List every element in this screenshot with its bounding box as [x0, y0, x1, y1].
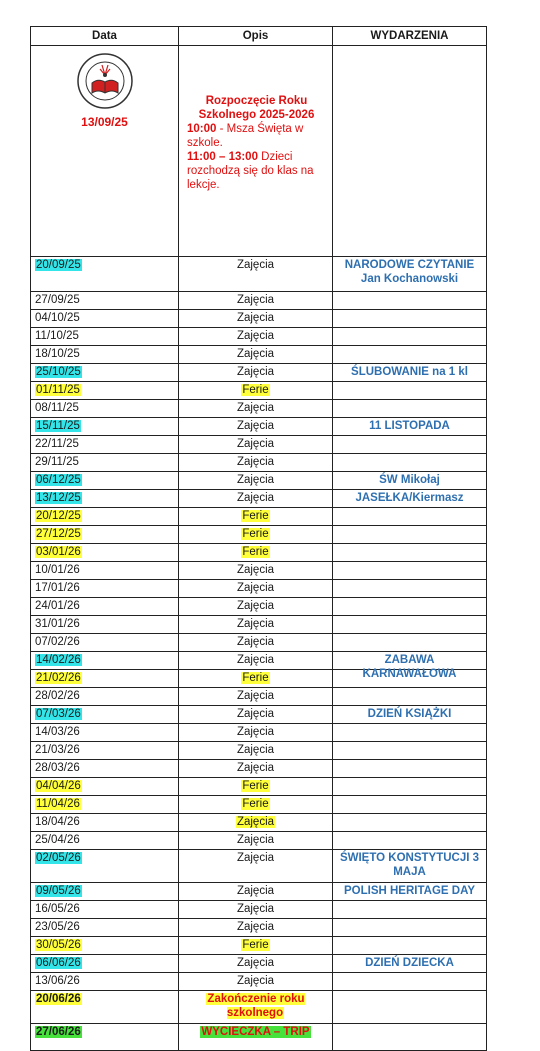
description-cell: [179, 688, 333, 705]
table-row: [31, 832, 487, 850]
description-cell: [179, 292, 333, 309]
date-text: 28/03/26: [35, 762, 80, 774]
date-cell: [31, 688, 179, 705]
date-text: 18/10/25: [35, 348, 80, 360]
date-cell: [31, 796, 179, 813]
date-cell: [31, 973, 179, 990]
description-text: Zajęcia: [236, 456, 275, 468]
table-row: [31, 883, 487, 901]
description-text: Zajęcia: [236, 975, 275, 987]
description-text: Zajęcia: [236, 744, 275, 756]
description-text: Zajęcia: [236, 330, 275, 342]
description-text: WYCIECZKA – TRIP: [201, 1026, 310, 1038]
table-row: [31, 454, 487, 472]
date-cell: [31, 310, 179, 327]
event-cell: [333, 832, 487, 849]
event-cell: [333, 616, 487, 633]
date-text: 22/11/25: [35, 438, 79, 450]
date-text: 21/03/26: [35, 744, 80, 756]
table-row: [31, 400, 487, 418]
date-cell: [31, 490, 179, 507]
date-cell: [31, 508, 179, 525]
date-text: 27/06/26: [36, 1026, 81, 1038]
date-cell: [31, 652, 179, 669]
event-cell: [333, 436, 487, 453]
description-cell: [179, 526, 333, 543]
description-cell: [179, 328, 333, 345]
date-text: 04/04/26: [36, 780, 81, 792]
event-cell: ŚWIĘTO KONSTYTUCJI 3 MAJA: [333, 850, 487, 882]
event-cell: [333, 724, 487, 741]
date-cell: [31, 382, 179, 399]
description-cell: [179, 883, 333, 900]
date-text: 18/04/26: [35, 816, 80, 828]
date-cell: [31, 257, 179, 291]
date-text: 03/01/26: [36, 546, 81, 558]
table-row: [31, 598, 487, 616]
date-text: 01/11/25: [36, 384, 80, 396]
description-cell: [179, 616, 333, 633]
description-text: Zajęcia: [236, 402, 275, 414]
table-row: [31, 472, 487, 490]
date-text: 07/03/26: [36, 708, 81, 720]
date-cell: [31, 364, 179, 381]
table-row: [31, 328, 487, 346]
event-cell: [333, 580, 487, 597]
date-cell: [31, 850, 179, 882]
description-text: Zajęcia: [236, 726, 275, 738]
opening-date-cell: [31, 46, 179, 256]
table-row: [31, 364, 487, 382]
description-text: Zajęcia: [236, 708, 275, 720]
event-cell: [333, 328, 487, 345]
table-row: [31, 973, 487, 991]
table-row: [31, 310, 487, 328]
event-cell: ŚLUBOWANIE na 1 kl: [333, 364, 487, 381]
event-cell: [333, 688, 487, 705]
description-text: Ferie: [242, 510, 269, 522]
description-text: Ferie: [242, 528, 269, 540]
event-cell: [333, 670, 487, 687]
date-text: 09/05/26: [36, 885, 81, 897]
description-cell: [179, 919, 333, 936]
event-cell: [333, 814, 487, 831]
date-cell: [31, 562, 179, 579]
date-text: 15/11/25: [36, 420, 80, 432]
description-text: Zajęcia: [236, 762, 275, 774]
date-text: 25/10/25: [36, 366, 81, 378]
description-cell: [179, 454, 333, 471]
description-text: Zajęcia: [236, 618, 275, 630]
description-text: Ferie: [242, 384, 269, 396]
date-cell: [31, 418, 179, 435]
date-cell: [31, 436, 179, 453]
event-cell: [333, 901, 487, 918]
event-cell: [333, 346, 487, 363]
opening-text-2: Dzieci rozchodzą się do klas na lekcje.: [187, 151, 314, 191]
event-cell: [333, 778, 487, 795]
date-text: 11/04/26: [36, 798, 80, 810]
date-text: 21/02/26: [36, 672, 81, 684]
description-cell: [179, 508, 333, 525]
description-text: Zajęcia: [236, 852, 275, 864]
date-text: 07/02/26: [35, 636, 80, 648]
date-cell: [31, 937, 179, 954]
table-row: [31, 688, 487, 706]
date-text: 28/02/26: [35, 690, 80, 702]
table-row: [31, 991, 487, 1024]
event-cell: [333, 400, 487, 417]
event-cell: 11 LISTOPADA: [333, 418, 487, 435]
description-cell: [179, 364, 333, 381]
description-text: Ferie: [242, 798, 269, 810]
description-text: Zajęcia: [236, 903, 275, 915]
school-logo-icon: [70, 51, 140, 111]
table-row: [31, 724, 487, 742]
description-cell: [179, 670, 333, 687]
event-cell: [333, 598, 487, 615]
header-events: WYDARZENIA: [333, 27, 487, 45]
date-text: 27/09/25: [35, 294, 80, 306]
description-text: Zajęcia: [236, 348, 275, 360]
date-text: 20/12/25: [36, 510, 81, 522]
table-row: [31, 742, 487, 760]
description-cell: [179, 436, 333, 453]
description-cell: [179, 991, 333, 1023]
date-cell: [31, 526, 179, 543]
description-cell: [179, 472, 333, 489]
date-cell: [31, 832, 179, 849]
description-text: Zajęcia: [236, 564, 275, 576]
opening-time-1: 10:00: [187, 123, 217, 135]
date-cell: [31, 400, 179, 417]
table-row: [31, 706, 487, 724]
table-row: [31, 382, 487, 400]
date-text: 08/11/25: [35, 402, 79, 414]
table-row: [31, 919, 487, 937]
opening-title: Rozpoczęcie Roku Szkolnego 2025-2026: [198, 95, 315, 121]
date-text: 20/06/26: [36, 993, 81, 1005]
date-cell: [31, 778, 179, 795]
table-row: [31, 508, 487, 526]
description-cell: [179, 814, 333, 831]
date-text: 24/01/26: [35, 600, 80, 612]
description-cell: [179, 490, 333, 507]
description-text: Zajęcia: [236, 438, 275, 450]
description-cell: [179, 400, 333, 417]
event-cell: [333, 991, 487, 1023]
table-row: [31, 1024, 487, 1051]
description-cell: [179, 901, 333, 918]
event-cell: ŚW Mikołaj: [333, 472, 487, 489]
date-cell: [31, 346, 179, 363]
table-row: [31, 901, 487, 919]
description-text: Zajęcia: [236, 312, 275, 324]
table-row: [31, 292, 487, 310]
date-text: 11/10/25: [35, 330, 79, 342]
description-text: Zajęcia: [236, 366, 275, 378]
description-cell: [179, 937, 333, 954]
description-cell: [179, 832, 333, 849]
date-text: 13/06/26: [35, 975, 80, 987]
table-row: [31, 778, 487, 796]
description-cell: [179, 382, 333, 399]
date-text: 31/01/26: [35, 618, 80, 630]
date-cell: [31, 634, 179, 651]
table-row-opening: [31, 46, 487, 257]
opening-description: [179, 46, 333, 256]
date-text: 04/10/25: [35, 312, 80, 324]
date-text: 17/01/26: [35, 582, 80, 594]
date-cell: [31, 454, 179, 471]
table-row: [31, 760, 487, 778]
description-text: Zajęcia: [236, 259, 275, 271]
date-cell: [31, 901, 179, 918]
event-cell: NARODOWE CZYTANIE Jan Kochanowski: [333, 257, 487, 291]
table-row: [31, 526, 487, 544]
description-cell: [179, 562, 333, 579]
description-cell: [179, 580, 333, 597]
date-text: 02/05/26: [36, 852, 81, 864]
date-cell: [31, 292, 179, 309]
description-text: Zajęcia: [236, 816, 275, 828]
description-cell: [179, 850, 333, 882]
date-text: 13/12/25: [36, 492, 81, 504]
description-text: Ferie: [242, 546, 269, 558]
date-text: 25/04/26: [35, 834, 80, 846]
description-text: Zajęcia: [236, 636, 275, 648]
date-text: 10/01/26: [35, 564, 80, 576]
date-text: 06/12/25: [36, 474, 81, 486]
table-row: [31, 616, 487, 634]
header-date: Data: [31, 27, 179, 45]
header-row: [31, 27, 487, 46]
event-cell: DZIEŃ KSIĄŻKI: [333, 706, 487, 723]
event-cell: [333, 1024, 487, 1050]
date-cell: [31, 670, 179, 687]
table-row: [31, 490, 487, 508]
table-row: [31, 257, 487, 292]
opening-text-1: - Msza Święta w szkole.: [187, 123, 304, 149]
description-cell: [179, 1024, 333, 1050]
description-cell: [179, 955, 333, 972]
event-cell: [333, 742, 487, 759]
date-text: 23/05/26: [35, 921, 80, 933]
description-text: Zajęcia: [236, 885, 275, 897]
table-row: [31, 418, 487, 436]
date-cell: [31, 544, 179, 561]
calendar-table: [30, 26, 487, 1051]
date-cell: [31, 472, 179, 489]
description-text: Zajęcia: [236, 294, 275, 306]
event-cell: [333, 562, 487, 579]
date-text: 20/09/25: [36, 259, 81, 271]
description-text: Zajęcia: [236, 582, 275, 594]
event-cell: [333, 544, 487, 561]
description-text: Zakończenie roku szkolnego: [207, 993, 305, 1019]
table-row: [31, 544, 487, 562]
event-cell: [333, 382, 487, 399]
description-cell: [179, 634, 333, 651]
date-cell: [31, 814, 179, 831]
description-text: Zajęcia: [236, 420, 275, 432]
table-row: [31, 796, 487, 814]
description-cell: [179, 706, 333, 723]
date-text: 30/05/26: [36, 939, 81, 951]
description-text: Zajęcia: [236, 600, 275, 612]
event-cell: [333, 973, 487, 990]
table-row: [31, 937, 487, 955]
description-cell: [179, 652, 333, 669]
event-cell: [333, 937, 487, 954]
description-cell: [179, 724, 333, 741]
event-cell: POLISH HERITAGE DAY: [333, 883, 487, 900]
table-row: [31, 850, 487, 883]
date-text: 16/05/26: [35, 903, 80, 915]
event-cell: DZIEŃ DZIECKA: [333, 955, 487, 972]
event-cell: JASEŁKA/Kiermasz: [333, 490, 487, 507]
opening-time-2: 11:00 – 13:00: [187, 151, 258, 163]
date-cell: [31, 328, 179, 345]
date-text: 14/02/26: [36, 654, 81, 666]
description-text: Zajęcia: [236, 654, 275, 666]
event-cell: [333, 292, 487, 309]
date-text: 29/11/25: [35, 456, 79, 468]
date-text: 27/12/25: [36, 528, 81, 540]
event-cell: ZABAWA KARNAWAŁOWA: [333, 652, 487, 669]
description-text: Zajęcia: [236, 921, 275, 933]
description-text: Zajęcia: [236, 834, 275, 846]
description-cell: [179, 778, 333, 795]
event-cell: [333, 508, 487, 525]
date-text: 14/03/26: [35, 726, 80, 738]
description-cell: [179, 796, 333, 813]
event-cell: [333, 919, 487, 936]
date-cell: [31, 955, 179, 972]
event-cell: [333, 454, 487, 471]
table-row: [31, 814, 487, 832]
date-text: 06/06/26: [36, 957, 81, 969]
table-row: [31, 634, 487, 652]
opening-date: 13/09/25: [81, 115, 128, 129]
date-cell: [31, 760, 179, 777]
description-text: Zajęcia: [236, 957, 275, 969]
description-cell: [179, 544, 333, 561]
description-cell: [179, 310, 333, 327]
description-text: Zajęcia: [236, 492, 275, 504]
date-cell: [31, 991, 179, 1023]
description-text: Ferie: [242, 780, 269, 792]
description-text: Zajęcia: [236, 690, 275, 702]
header-description: Opis: [179, 27, 333, 45]
event-cell: [333, 796, 487, 813]
date-cell: [31, 580, 179, 597]
description-cell: [179, 418, 333, 435]
table-row: [31, 955, 487, 973]
date-cell: [31, 742, 179, 759]
date-cell: [31, 616, 179, 633]
date-cell: [31, 598, 179, 615]
date-cell: [31, 919, 179, 936]
event-cell: [333, 760, 487, 777]
date-cell: [31, 1024, 179, 1050]
description-text: Zajęcia: [236, 474, 275, 486]
description-text: Ferie: [242, 672, 269, 684]
table-row: [31, 562, 487, 580]
table-row: [31, 670, 487, 688]
description-cell: [179, 346, 333, 363]
date-cell: [31, 883, 179, 900]
opening-event: [333, 46, 487, 256]
event-cell: [333, 310, 487, 327]
description-cell: [179, 742, 333, 759]
date-cell: [31, 724, 179, 741]
description-cell: [179, 973, 333, 990]
date-cell: [31, 706, 179, 723]
table-row: [31, 436, 487, 454]
description-cell: [179, 598, 333, 615]
description-cell: [179, 257, 333, 291]
table-row: [31, 580, 487, 598]
event-cell: [333, 526, 487, 543]
event-cell: [333, 634, 487, 651]
description-text: Ferie: [242, 939, 269, 951]
table-row: [31, 346, 487, 364]
description-cell: [179, 760, 333, 777]
